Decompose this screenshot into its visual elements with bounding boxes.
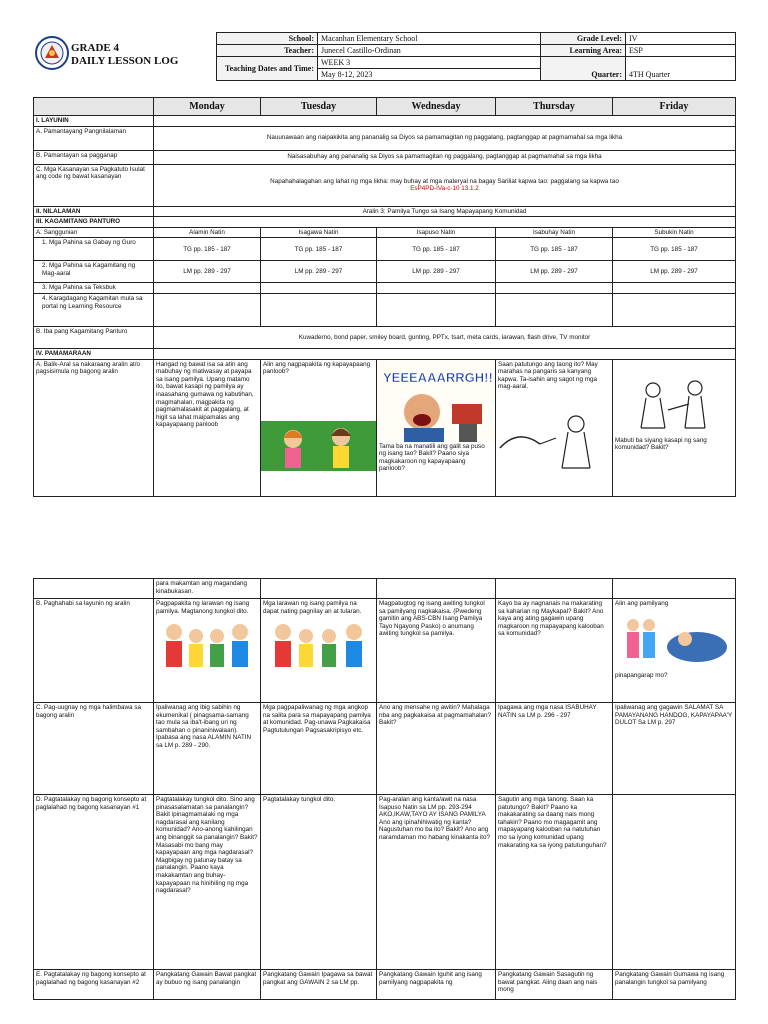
- pagganap-label: B. Pamantayan sa pagganap: [34, 150, 154, 164]
- pagtatalakay-2-friday: Pangkatang Gawain Gumawa ng isang panalangin tungkol sa pamilyang: [613, 970, 736, 1000]
- pamamaraan-empty: [154, 348, 736, 359]
- paghahabi-wednesday: Magpatugtog ng isang awiting tungkol sa pamilyang nagkakaisa. (Pwedeng gamitin ang ABS-CBN Isang Pamilya Tayo Ngayong Pasko) o anumang awiting tungkol sa pamilya.: [377, 599, 496, 703]
- heading-isapuso: Isapuso Natin: [377, 227, 496, 238]
- balik-aral-tuesday-text: Alin ang nagpapakita ng kapayapaang panloob?: [263, 360, 371, 376]
- pamantayang-label: A. Pamantayang Pangnilalaman: [34, 126, 154, 150]
- kasanayan-cell: [154, 164, 736, 206]
- pagtatalakay-2-tuesday: Pangkatang Gawain Ipagawa sa bawat pangkat ang GAWAIN 2 sa LM pp.: [261, 970, 377, 1000]
- paghahabi-tuesday: [261, 599, 377, 703]
- grade-label: Grade Level:: [541, 33, 626, 45]
- tg-thursday: TG pp. 185 - 187: [496, 238, 613, 261]
- pag-uugnay-label: C. Pag-uugnay ng mga halimbawa sa bagong aralin: [34, 703, 154, 795]
- lr-tue: [261, 293, 377, 326]
- heading-subukin: Subukin Natin: [613, 227, 736, 238]
- pagtatalakay-1-wednesday: Pag-aralan ang kanta/awit na nasa Isapuso Natin sa LM pp. 293-294 AKO,IKAW,TAYO AY ISANG PAMILYA Ano ang ipinahihiwatig ng kanta? Nagustuhan mo ba ito? Bakit? Ano ang naramdaman mo habang kinakanta ito?: [377, 795, 496, 970]
- tg-tuesday: TG pp. 185 - 187: [261, 238, 377, 261]
- pagtatalakay-1-friday: [613, 795, 736, 970]
- quarter-value: 4TH Quarter: [626, 57, 736, 81]
- iba-pang-kagamitan-label: B. Iba pang Kagamitang Panturo: [34, 326, 154, 348]
- pagtatalakay-1-thursday: Sagutin ang mga tanong. Saan ka patutungo? Bakit? Paano ka makakarating sa daang nais mong tahakin? Paano mo magagamit ang mapayapang kalooban na natutuhan mo sa iyong komunidad upang makarating ka sa iyong patutunguhan?: [496, 795, 613, 970]
- lr-fri: [613, 293, 736, 326]
- grade-value: IV: [626, 33, 736, 45]
- area-label: Learning Area:: [541, 45, 626, 57]
- pag-uugnay-wednesday: Ano ang mensahe ng awitin? Mahalaga nba ang pagkakaisa at pagmamahalan? Bakit?: [377, 703, 496, 795]
- lm-friday: LM pp. 289 - 297: [613, 261, 736, 283]
- school-label: School:: [217, 33, 318, 45]
- teksbuk-mon: [154, 283, 261, 294]
- pag-uugnay-monday: Ipaliwanag ang ibig sabihin ng ekumenikal ( pinagsama-samang tao mula sa iba't-ibang uri ng sambahan o pinaniniwalaan). Ipabasa ang nasa ALAMIN NATIN sa LM p. 289 - 290.: [154, 703, 261, 795]
- lr-thu: [496, 293, 613, 326]
- balik-aral-friday-text: Mabuti ba siyang kasapi ng sang komunidad? Bakit?: [615, 436, 707, 452]
- quarter-label: Quarter:: [541, 57, 626, 81]
- balik-aral-friday: [613, 359, 736, 496]
- pamantayang-value: Nauunawaan ang naipakikita ang pananalig sa Diyos sa pamamagitan ng paggalang, pagtanggap at pagmamahal sa mga likha: [154, 126, 736, 150]
- heading-isagawa: Isagawa Natin: [261, 227, 377, 238]
- week-value: WEEK 3: [318, 57, 541, 69]
- paghahabi-label: B. Paghahabi sa layunin ng aralin: [34, 599, 154, 703]
- paghahabi-friday: [613, 599, 736, 703]
- tg-friday: TG pp. 185 - 187: [613, 238, 736, 261]
- family-peace-illustration: [261, 421, 377, 471]
- lm-thursday: LM pp. 289 - 297: [496, 261, 613, 283]
- teksbuk-tue: [261, 283, 377, 294]
- title-area: [33, 30, 215, 82]
- pagtatalakay-1-monday: Pagtatalakay tungkol dito. Sino ang pinasasalamatan sa panalangin? Bakit ipinagmamalaki ng mga nagdarasal ang kanilang komunidad? Ano-anong kahilingan ang binanggit sa panalangin? Bakit? Masasabi mo bang may kapayapaan ang mga nagdarasal? Magbigay ng patunay batay sa panalangin. Paano kaya makakamtan ang buhay-kapayapaan na hinihiling ng mga nagdarasal?: [154, 795, 261, 970]
- paghahabi-friday-text-2: pinapangarap mo?: [615, 671, 668, 679]
- day-wednesday: Wednesday: [377, 98, 496, 116]
- teksbuk-wed: [377, 283, 496, 294]
- lr-mon: [154, 293, 261, 326]
- lr-wed: [377, 293, 496, 326]
- dll-main-table: [33, 97, 736, 497]
- cont-fri: [613, 579, 736, 599]
- pagtatalakay-2-label: E. Pagtatalakay ng bagong konsepto at paglalahad ng bagong kasanayan #2: [34, 970, 154, 1000]
- header-info-table: [216, 32, 736, 81]
- day-friday: Friday: [613, 98, 736, 116]
- pagtatalakay-2-wednesday: Pangkatang Gawain Iguhit ang isang pamilyang nagpapakita ng: [377, 970, 496, 1000]
- balik-aral-label: A. Balik-Aral sa nakaraang aralin at/o pagsisimula ng bagong aralin: [34, 359, 154, 496]
- teksbuk-fri: [613, 283, 736, 294]
- dates-label: Teaching Dates and Time:: [217, 57, 318, 81]
- family-photo-1-illustration: [154, 616, 261, 672]
- lesson-log-page-2: [33, 578, 735, 1000]
- lm-monday: LM pp. 289 - 297: [154, 261, 261, 283]
- cont-wed: [377, 579, 496, 599]
- area-value: ESP: [626, 45, 736, 57]
- giving-hand-illustration: [496, 408, 613, 472]
- balik-aral-thursday: [496, 359, 613, 496]
- balik-aral-wednesday-text: Tama ba na manatili ang galit sa puso ng isang tao? Bakit? Paano siya magkakaroon ng kapayapaang panloob?: [379, 442, 485, 473]
- cont-monday: para makamtan ang magandang kinabukasan.: [154, 579, 261, 599]
- layunin-label: I. LAYUNIN: [34, 116, 154, 127]
- grade-title: GRADE 4: [71, 42, 119, 54]
- balik-aral-thursday-text: Saan patutungo ang taong ito? May marahas na pangaris sa kanyang kapwa. Ta-isahin ang sagot ng mga mag-aaral.: [498, 360, 598, 391]
- day-tuesday: Tuesday: [261, 98, 377, 116]
- balik-aral-wednesday: [377, 359, 496, 496]
- day-monday: Monday: [154, 98, 261, 116]
- nilalaman-label: II. NILALAMAN: [34, 206, 154, 217]
- family-choice-illustration: [613, 613, 736, 671]
- kasanayan-code: EsP4PD-IVa-c-10 13.1.2: [410, 185, 479, 193]
- day-thursday: Thursday: [496, 98, 613, 116]
- pagtatalakay-2-monday: Pangkatang Gawain Bawat pangkat ay bubuo ng isang panalangin: [154, 970, 261, 1000]
- balik-aral-tuesday: [261, 359, 377, 496]
- corner-cell: [34, 98, 154, 116]
- cont-tue: [261, 579, 377, 599]
- gabay-guro-label: 1. Mga Pahina sa Gabay ng Guro: [34, 238, 154, 261]
- tg-wednesday: TG pp. 185 - 187: [377, 238, 496, 261]
- pamamaraan-label: IV. PAMAMARAAN: [34, 348, 154, 359]
- deped-seal-icon: [35, 36, 69, 70]
- pagganap-value: Naisasabuhay ang pananalig sa Diyos sa pamamagitan ng paggalang, pagtanggap at pagmamahal sa mga likha: [154, 150, 736, 164]
- layunin-empty: [154, 116, 736, 127]
- pag-uugnay-tuesday: Mga pagpapaliwanag ng mga angkop na salita para sa mapayapang pamilya at komunidad. Pag-unawa Pagkakaisa Pagtutulungan Pagsasakripisyo etc.: [261, 703, 377, 795]
- paghahabi-tuesday-text: Mga larawan ng isang pamilya na dapat nating pagnilay an at tularan.: [263, 600, 362, 615]
- heading-isabuhay: Isabuhay Natin: [496, 227, 613, 238]
- school-value: Macanhan Elementary School: [318, 33, 541, 45]
- kagamitan-label: III. KAGAMITANG PANTURO: [34, 217, 154, 228]
- kagamitan-empty: [154, 217, 736, 228]
- iba-pang-kagamitan-value: Kuwaderno, bond paper, smiley board, gunting, PPTx, tsart, meta cards, larawan, flash drive, TV monitor: [154, 326, 736, 348]
- heading-alamin: Alamin Natin: [154, 227, 261, 238]
- dll-title: DAILY LESSON LOG: [71, 55, 179, 67]
- paghahabi-monday: [154, 599, 261, 703]
- teksbuk-label: 3. Mga Pahina sa Teksbuk: [34, 283, 154, 294]
- sanggunian-label: A. Sanggunian: [34, 227, 154, 238]
- teacher-label: Teacher:: [217, 45, 318, 57]
- kasanayan-label: C. Mga Kasanayan sa Pagkatuto Isulat ang code ng bawat kasanayan: [34, 164, 154, 206]
- nilalaman-value: Aralin 3: Pamilya Tungo sa Isang Mapayapang Komunidad: [154, 206, 736, 217]
- lesson-log-page-1: [33, 30, 735, 497]
- paghahabi-friday-text: Alin ang pamilyang: [615, 600, 669, 607]
- lm-wednesday: LM pp. 289 - 297: [377, 261, 496, 283]
- teksbuk-thu: [496, 283, 613, 294]
- pag-uugnay-thursday: Ipagawa ang mga nasa ISABUHAY NATIN sa LM p. 296 - 297: [496, 703, 613, 795]
- yell-text: YEEEAAARRGH!!: [383, 369, 493, 385]
- teacher-value: Junecel Castillo-Ordinan: [318, 45, 541, 57]
- cont-label: [34, 579, 154, 599]
- kagamitang-mag-aaral-label: 2. Mga Pahina sa Kagamitang ng Mag-aaral: [34, 261, 154, 283]
- kasanayan-value: Napahahalagahan ang lahat ng mga likha: may buhay at mga materyal na bagay Sariliat kapwa tao: paggalang sa kapwa tao: [270, 177, 619, 185]
- learning-resource-label: 4. Karagdagang Kagamitan mula sa portal ng Learning Resource: [34, 293, 154, 326]
- angry-man-illustration: [377, 360, 496, 442]
- dates-value: May 8-12, 2023: [318, 69, 541, 81]
- pag-uugnay-friday: Ipaliwanag ang gagawin SALAMAT SA PAMAYANANG HANDOG, KAPAYAPAA'Y DULOT Sa LM p. 297: [613, 703, 736, 795]
- elderly-helper-illustration: [613, 376, 736, 436]
- paghahabi-thursday: Kayo ba ay nagnanais na makarating sa kaharian ng Maykapal? Bakit? Ano kaya ang ating gagawin upang magkaroon ng mapayapang kalooban sa komunidad?: [496, 599, 613, 703]
- header-block: [33, 30, 735, 90]
- pagtatalakay-2-thursday: Pangkatang Gawain Sasagutin ng bawat pangkat. Aling daan ang nais mong: [496, 970, 613, 1000]
- balik-aral-monday: Hangad ng bawat isa sa atin ang mabuhay ng matiwasay at payapa sa isang pamilya. Upang matamo ito, bawat kasapi ng pamilya ay inaasahang gumawa ng kabutihan, magmahalan, magpakita ng pagmamalasakit at paggalang, at higit sa lahat maipamalas ang kapayapaang panloob: [154, 359, 261, 496]
- pagtatalakay-1-label: D. Pagtatalakay ng bagong konsepto at paglalahad ng bagong kasanayan #1: [34, 795, 154, 970]
- cont-thu: [496, 579, 613, 599]
- family-photo-2-illustration: [261, 616, 377, 672]
- dll-continuation-table: [33, 578, 736, 1000]
- paghahabi-monday-text: Pagpapakita ng larawan ng isang pamilya. Magtanong tungkol dito.: [156, 600, 250, 615]
- tg-monday: TG pp. 185 - 187: [154, 238, 261, 261]
- lm-tuesday: LM pp. 289 - 297: [261, 261, 377, 283]
- pagtatalakay-1-tuesday: Pagtatalakay tungkol dito.: [261, 795, 377, 970]
